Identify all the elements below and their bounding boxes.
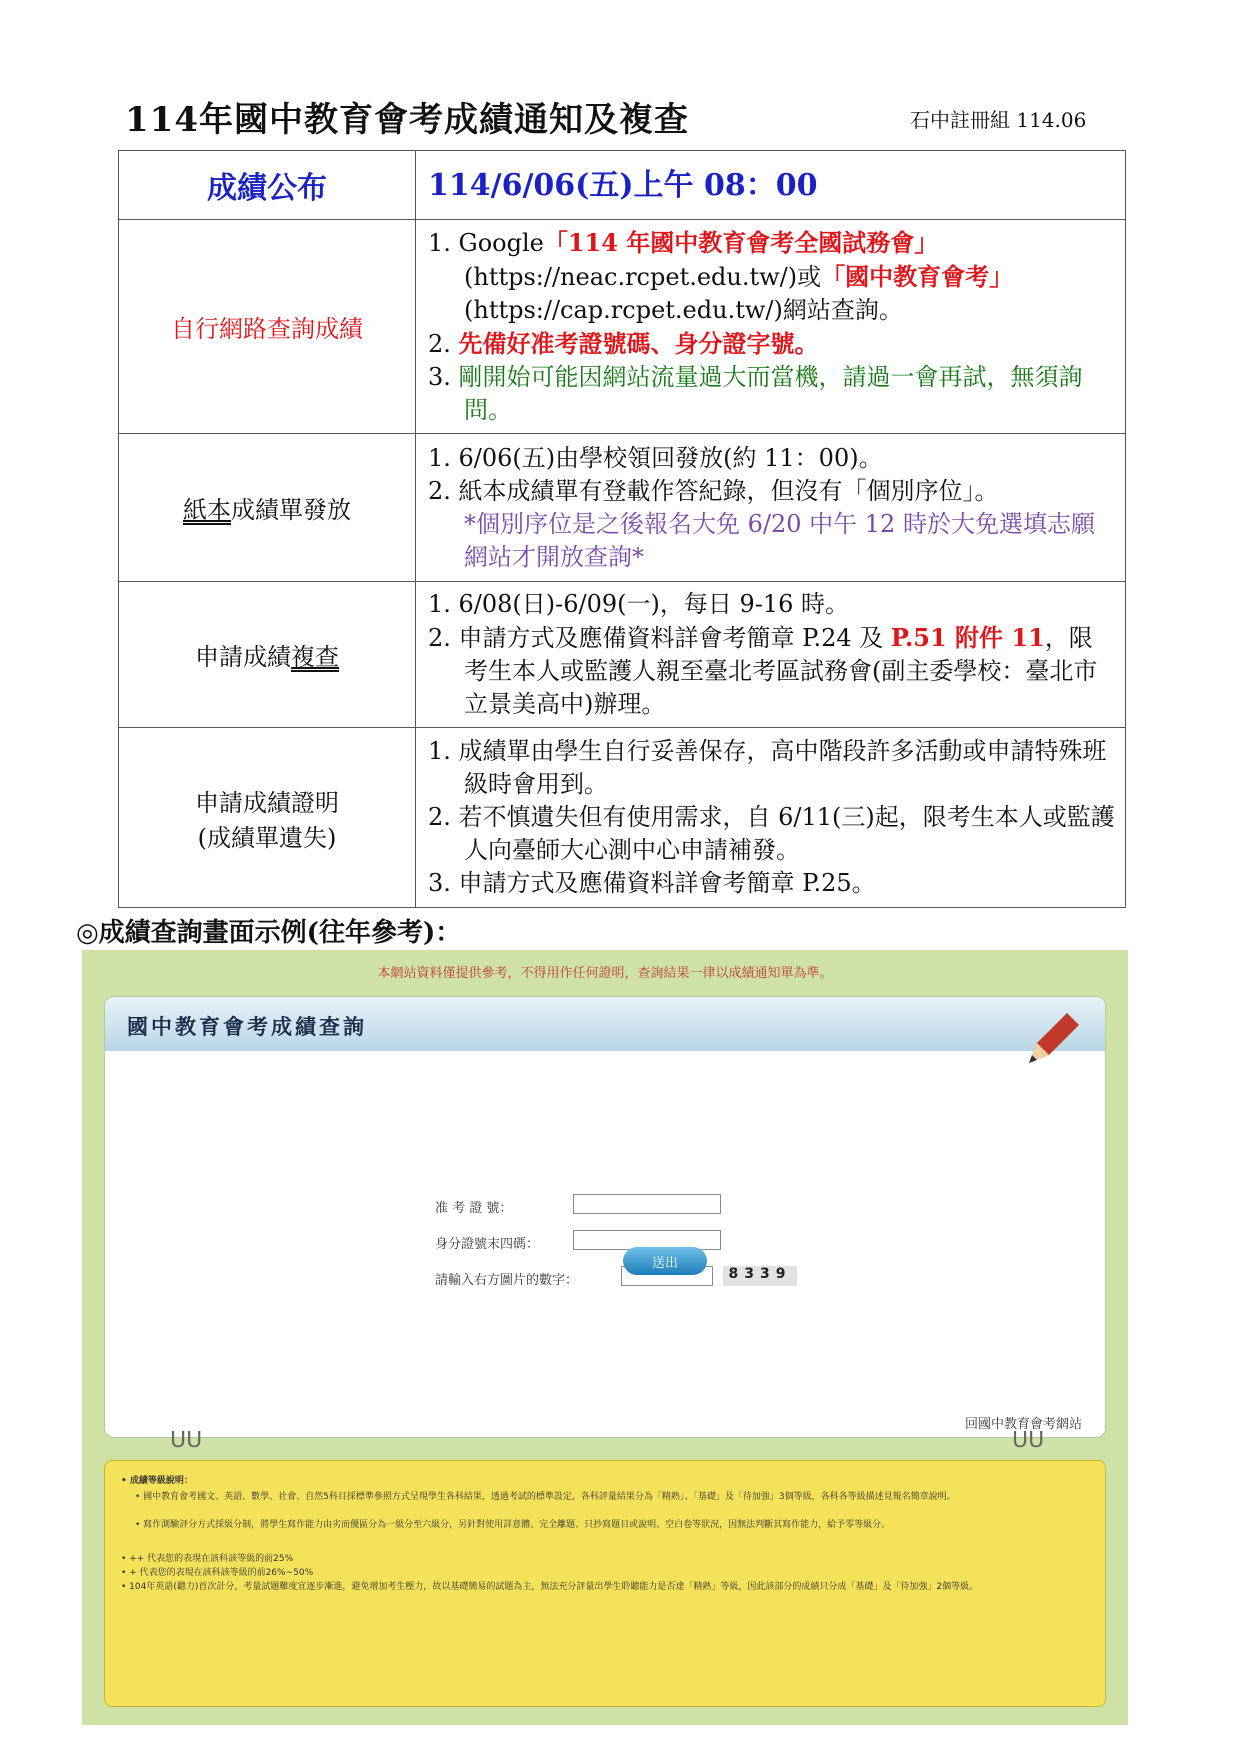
- online-label: [119, 220, 416, 434]
- paper-label: [119, 434, 416, 582]
- site1-url: (https://neac.rcpet.edu.tw/)或: [464, 263, 822, 291]
- example-heading: ◎成績查詢畫面示例(往年參考)：: [76, 918, 462, 948]
- online-item-2-text: 先備好准考證號碼、身分證字號。: [458, 329, 819, 358]
- binder-ring-icon: ᑌᑌ: [170, 1428, 203, 1453]
- exam-id-input[interactable]: [573, 1194, 721, 1214]
- binder-ring-icon: ᑌᑌ: [1012, 1428, 1045, 1453]
- paper-note: *個別序位是之後報名大免 6/20 中午 12 時於大免選填志願網站才開放查詢*: [464, 509, 1095, 571]
- publish-label: 成績公布: [119, 151, 416, 220]
- paper-content: [416, 434, 1126, 582]
- review-item-2c: ，限考生本人或監護人親至臺北考區試務會(副主委學校：臺北市立景美高中)辦理。: [464, 624, 1098, 718]
- paper-row: [119, 434, 1126, 582]
- submit-button[interactable]: 送出: [623, 1247, 707, 1275]
- review-item-1: 1. 6/08(日)-6/09(一)，每日 9-16 時。: [428, 590, 850, 618]
- publish-time: 114/6/06(五)上午 08：00: [416, 151, 1126, 220]
- paper-item-2: 2. 紙本成績單有登載作答紀錄，但沒有「個別序位」。: [428, 476, 999, 505]
- review-content: [416, 582, 1126, 728]
- site1-name: 「114 年國中教育會考全國試務會」: [543, 228, 939, 257]
- online-content: [416, 220, 1126, 434]
- office-label: 石中註冊組 114.06: [910, 108, 1087, 132]
- page-title: 114年國中教育會考成績通知及複查: [125, 100, 689, 140]
- site2-url: (https://cap.rcpet.edu.tw/)網站查詢。: [464, 296, 903, 324]
- paper-label-b: 成績單發放: [231, 496, 351, 524]
- id-last4-label: 身分證號末四碼：: [435, 1237, 540, 1252]
- site-notice: 本網站資料僅提供參考，不得用作任何證明，查詢結果一律以成績通知單為準。: [377, 966, 833, 981]
- online-item-3: [428, 361, 1115, 427]
- pencil-icon: [1017, 1005, 1087, 1075]
- online-item-3-text: 剛開始可能因網站流量過大而當機，請過一會再試，無須詢問。: [458, 363, 1083, 424]
- notes-item: • 寫作測驗評分方式採級分制，將學生寫作能力由劣而優區分為一級分至六級分，另針對使用詳意體、完全離題、只抄寫題目或說明、空白卷等狀況，因無法判斷其寫作能力，給予零等級分。: [135, 1520, 891, 1530]
- panel-header: [105, 997, 1105, 1051]
- review-item-2b: P.51 附件 11: [890, 623, 1045, 652]
- certificate-item-3: 3. 申請方式及應備資料詳會考簡章 P.25。: [428, 869, 876, 897]
- google-text: 1. Google: [428, 229, 544, 257]
- online-item-1: [428, 226, 1115, 327]
- online-item-2: [428, 327, 1115, 361]
- item-number: 3.: [428, 363, 451, 391]
- online-label-text: 自行網路查詢成績: [171, 315, 363, 343]
- exam-id-row: [435, 1197, 512, 1216]
- notes-item: • ++ 代表您的表現在該科該等級的前25%: [121, 1554, 294, 1564]
- review-label-a: 申請成績: [195, 643, 291, 671]
- certificate-content: [416, 728, 1126, 908]
- certificate-label: [119, 728, 416, 908]
- grade-notes: [104, 1460, 1106, 1707]
- certificate-item-1: 1. 成績單由學生自行妥善保存，高中階段許多活動或申請特殊班級時會用到。: [428, 737, 1107, 798]
- notes-item: • 國中教育會考國文、英語、數學、社會、自然5科目採標準參照方式呈現學生各科結果，透過考試的標準設定，各科評量結果分為「精熟」、「基礎」及「待加強」3個等級，各科各等級描述見報名簡章說明。: [135, 1492, 956, 1502]
- id-last4-row: [435, 1233, 539, 1252]
- review-item-2a: 2. 申請方式及應備資料詳會考簡章 P.24 及: [428, 624, 891, 652]
- home-link[interactable]: 回國中教育會考網站: [965, 1417, 1083, 1432]
- review-label: [119, 582, 416, 728]
- captcha-label: 請輸入右方圖片的數字：: [435, 1273, 579, 1288]
- site2-name: 「國中教育會考」: [821, 262, 1014, 291]
- query-panel: [104, 996, 1106, 1438]
- certificate-item-2: 2. 若不慎遺失但有使用需求，自 6/11(三)起，限考生本人或監護人向臺師大心測中心申請補發。: [428, 803, 1115, 864]
- panel-title: 國中教育會考成績查詢: [127, 1015, 367, 1039]
- paper-label-a: 紙本: [183, 496, 231, 524]
- captcha-row: [435, 1266, 792, 1288]
- info-table: [118, 150, 1126, 908]
- review-item-2: [428, 621, 1115, 721]
- item-number: 2.: [428, 330, 451, 358]
- review-label-b: 複查: [291, 643, 339, 671]
- notes-item: • + 代表您的表現在該科該等級的前26%~50%: [121, 1568, 314, 1578]
- online-row: [119, 220, 1126, 434]
- notes-title: • 成績等級說明：: [121, 1476, 193, 1486]
- certificate-row: [119, 728, 1126, 908]
- review-row: [119, 582, 1126, 728]
- certificate-label-1: 申請成績證明: [195, 788, 339, 817]
- exam-id-label: 准 考 證 號：: [435, 1201, 513, 1216]
- certificate-label-2: (成績單遺失): [197, 823, 337, 852]
- publish-row: [119, 151, 1126, 220]
- paper-item-1: 1. 6/06(五)由學校領回發放(約 11：00)。: [428, 443, 883, 472]
- captcha-image: 8339: [723, 1266, 797, 1286]
- notes-item: • 104年英語(聽力)首次計分，考量試題難度宜逐步漸進，避免增加考生壓力，故以基礎簡易的試題為主，無法充分評量出學生聆聽能力是否達「精熟」等級，因此該部分的成績只分成「基礎」及「待加強」2個等級。: [121, 1582, 979, 1592]
- example-screenshot: [82, 950, 1128, 1725]
